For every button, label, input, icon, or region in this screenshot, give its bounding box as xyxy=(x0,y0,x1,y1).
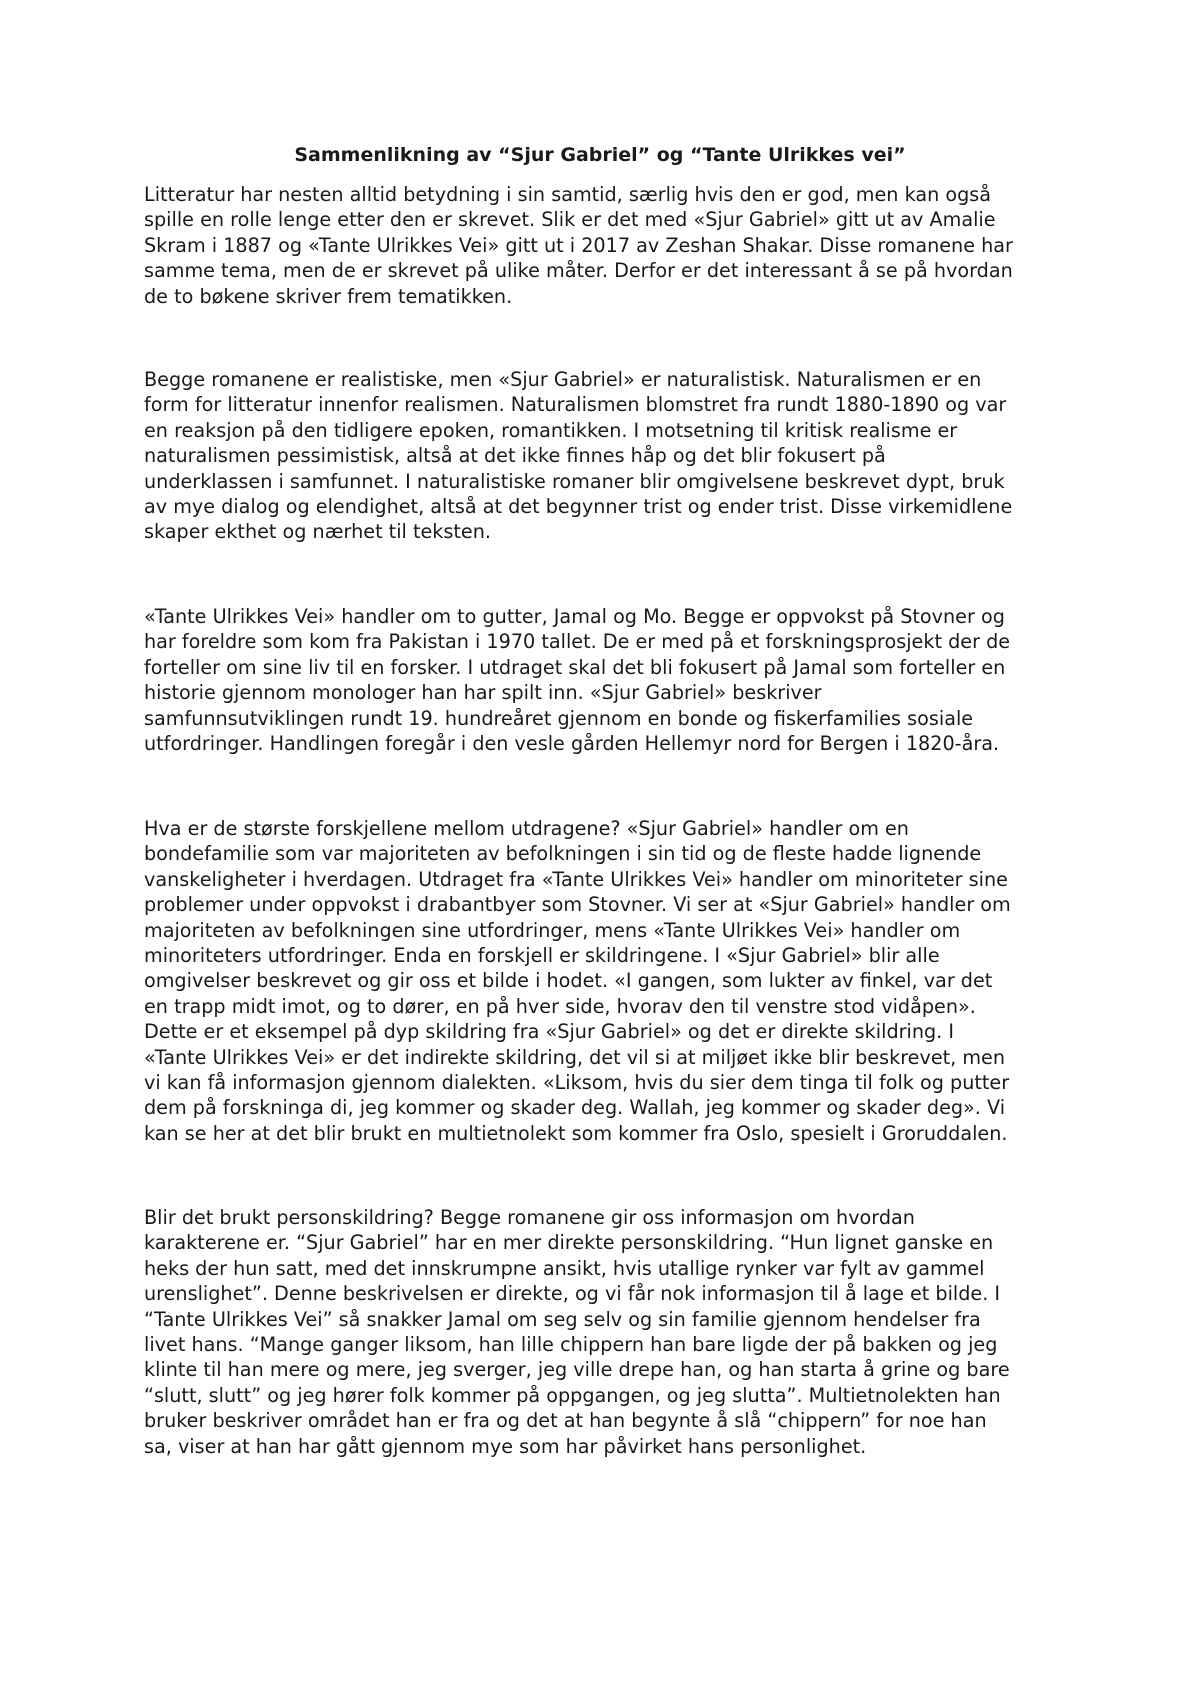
text-line: samme tema, men de er skrevet på ulike måter. Derfor er det interessant å se på hvordan xyxy=(144,259,1013,283)
text-line: «Tante Ulrikkes Vei» er det indirekte skildring, det vil si at miljøet ikke blir beskrevet, men xyxy=(144,1045,1006,1069)
paragraph-summary xyxy=(144,604,1064,756)
text-line: karakterene er. “Sjur Gabriel” har en mer direkte personskildring. “Hun lignet ganske en xyxy=(144,1231,994,1255)
text-line: utfordringer. Handlingen foregår i den vesle gården Hellemyr nord for Bergen i 1820-åra. xyxy=(144,732,1000,756)
text-line: samfunnsutviklingen rundt 19. hundreåret gjennom en bonde og fiskerfamilies sosiale xyxy=(144,706,974,730)
text-line: naturalismen pessimistisk, altså at det ikke finnes håp og det blir fokusert på xyxy=(144,444,886,468)
text-line: av mye dialog og elendighet, altså at det begynner trist og ender trist. Disse virkemidlene xyxy=(144,495,1013,519)
text-line: Hva er de største forskjellene mellom utdragene? «Sjur Gabriel» handler om en xyxy=(144,817,909,840)
paragraph-naturalism xyxy=(144,367,1064,545)
text-line: minoriteters utfordringer. Enda en forskjell er skildringene. I «Sjur Gabriel» blir alle xyxy=(144,944,940,968)
text-line: Skram i 1887 og «Tante Ulrikkes Vei» gitt ut i 2017 av Zeshan Shakar. Disse romanene har xyxy=(144,233,1013,257)
paragraph-character-description xyxy=(144,1205,1064,1459)
paragraph-introduction xyxy=(144,182,1064,309)
text-line: «Tante Ulrikkes Vei» handler om to gutter, Jamal og Mo. Begge er oppvokst på Stovner og xyxy=(144,605,1005,628)
text-line: kan se her at det blir brukt en multietnolekt som kommer fra Oslo, spesielt i Groruddalen. xyxy=(144,1121,1008,1145)
text-line: heks der hun satt, med det innskrumpne ansikt, hvis utallige rynker var fylt av gammel xyxy=(144,1256,985,1280)
text-line: Begge romanene er realistiske, men «Sjur Gabriel» er naturalistisk. Naturalismen er en xyxy=(144,368,982,391)
text-line: klinte til han mere og mere, jeg sverger, jeg ville drepe han, og han starta å grine og bare xyxy=(144,1358,1010,1382)
text-line: “slutt, slutt” og jeg hører folk kommer på oppgangen, og jeg slutta”. Multietnolekten han xyxy=(144,1383,1001,1407)
text-line: dem på forskninga di, jeg kommer og skader deg. Wallah, jeg kommer og skader deg». Vi xyxy=(144,1096,1006,1120)
text-line: historie gjennom monologer han har spilt inn. «Sjur Gabriel» beskriver xyxy=(144,681,822,705)
text-line: urenslighet”. Denne beskrivelsen er direkte, og vi får nok informasjon til å lage et bilde. I xyxy=(144,1282,1001,1306)
text-line: sa, viser at han har gått gjennom mye som har påvirket hans personlighet. xyxy=(144,1434,867,1458)
text-line: har foreldre som kom fra Pakistan i 1970 tallet. De er med på et forskningsprosjekt der de xyxy=(144,630,1011,654)
text-line: problemer under oppvokst i drabantbyer som Stovner. Vi ser at «Sjur Gabriel» handler om xyxy=(144,893,1011,917)
text-line: de to bøkene skriver frem tematikken. xyxy=(144,284,513,308)
text-line: omgivelser beskrevet og gir oss et bilde i hodet. «I gangen, som lukter av finkel, var det xyxy=(144,969,993,993)
text-line: vi kan få informasjon gjennom dialekten. «Liksom, hvis du sier dem tinga til folk og putter xyxy=(144,1071,1010,1095)
text-line: Dette er et eksempel på dyp skildring fra «Sjur Gabriel» og det er direkte skildring. I xyxy=(144,1020,955,1044)
text-line: Litteratur har nesten alltid betydning i sin samtid, særlig hvis den er god, men kan også xyxy=(144,183,992,206)
text-line: Blir det brukt personskildring? Begge romanene gir oss informasjon om hvordan xyxy=(144,1206,915,1229)
text-line: spille en rolle lenge etter den er skrevet. Slik er det med «Sjur Gabriel» gitt ut av Amalie xyxy=(144,208,996,232)
text-line: bondefamilie som var majoriteten av befolkningen i sin tid og de fleste hadde lignende xyxy=(144,842,982,866)
text-line: “Tante Ulrikkes Vei” så snakker Jamal om seg selv og sin familie gjennom hendelser fra xyxy=(144,1307,981,1331)
text-line: en reaksjon på den tidligere epoken, romantikken. I motsetning til kritisk realisme er xyxy=(144,418,958,442)
text-line: forteller om sine liv til en forsker. I utdraget skal det bli fokusert på Jamal som forteller en xyxy=(144,655,1006,679)
text-line: bruker beskriver området han er fra og det at han begynte å slå “chippern” for noe han xyxy=(144,1409,987,1433)
paragraph-differences xyxy=(144,816,1064,1146)
text-line: underklassen i samfunnet. I naturalistiske romaner blir omgivelsene beskrevet dypt, bruk xyxy=(144,469,1005,493)
text-line: majoriteten av befolkningen sine utfordringer, mens «Tante Ulrikkes Vei» handler om xyxy=(144,918,961,942)
text-line: form for litteratur innenfor realismen. Naturalismen blomstret fra rundt 1880-1890 og var xyxy=(144,393,1007,417)
text-line: vanskeligheter i hverdagen. Utdraget fra «Tante Ulrikkes Vei» handler om minoriteter sine xyxy=(144,867,1008,891)
document-title: Sammenlikning av “Sjur Gabriel” og “Tante Ulrikkes vei” xyxy=(294,144,906,166)
text-line: en trapp midt imot, og to dører, en på hver side, hvorav den til venstre stod vidåpen». xyxy=(144,994,976,1018)
text-line: livet hans. “Mange ganger liksom, han lille chippern han bare ligde der på bakken og jeg xyxy=(144,1333,998,1357)
text-line: skaper ekthet og nærhet til teksten. xyxy=(144,520,491,544)
